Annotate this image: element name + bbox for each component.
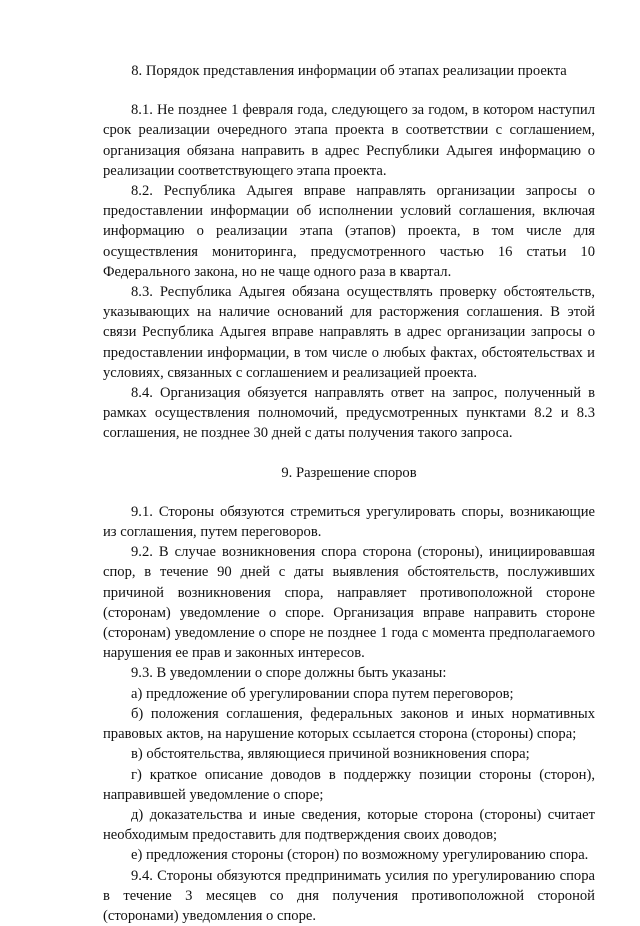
list-item-b: б) положения соглашения, федеральных законов и иных нормативных правовых актов, на нарушение которых ссылается сторона (стороны) спора;: [103, 705, 595, 743]
list-item-d: д) доказательства и иные сведения, которые сторона (стороны) считает необходимым предоставить для подтверждения своих доводов;: [103, 806, 595, 844]
list-item-v: в) обстоятельства, являющиеся причиной возникновения спора;: [131, 746, 530, 763]
list-item-a: а) предложение об урегулировании спора путем переговоров;: [131, 685, 514, 702]
paragraph-9-3: 9.3. В уведомлении о споре должны быть указаны:: [131, 665, 447, 682]
paragraph-8-2: 8.2. Республика Адыгея вправе направлять организации запросы о предоставлении информации об исполнении условий соглашения, включая информацию о реализации этапа (этапов) проекта, в том числе для осуществления мониторинга, предусмотренного частью 16 статьи 10 Федерального закона, но не чаще одного раза в квартал.: [103, 183, 595, 280]
list-item-e: е) предложения стороны (сторон) по возможному урегулированию спора.: [131, 847, 589, 864]
list-item-g: г) краткое описание доводов в поддержку позиции стороны (сторон), направившей уведомление о споре;: [103, 766, 595, 803]
section-9-heading: 9. Разрешение споров: [281, 464, 417, 481]
paragraph-9-4: 9.4. Стороны обязуются предпринимать усилия по урегулированию спора в течение 3 месяцев со дня получения противоположной стороной (сторонами) уведомления о споре.: [103, 867, 595, 924]
paragraph-8-4: 8.4. Организация обязуется направлять ответ на запрос, полученный в рамках осуществления полномочий, предусмотренных пунктами 8.2 и 8.3 соглашения, не позднее 30 дней с даты получения такого запроса.: [103, 385, 595, 442]
paragraph-8-1: 8.1. Не позднее 1 февраля года, следующего за годом, в котором наступил срок реализации очередного этапа проекта в соответствии с соглашением, организация обязана направить в адрес Республики Адыгея информацию о реализации соответствующего этапа проекта.: [103, 102, 595, 179]
document-body: [103, 61, 595, 926]
paragraph-8-3: 8.3. Республика Адыгея обязана осуществлять проверку обстоятельств, указывающих на наличие оснований для расторжения соглашения. В этой связи Республика Адыгея вправе направлять в адрес организации запросы о предоставлении информации, в том числе о любых фактах, обстоятельствах и условиях, связанных с соглашением и реализацией проекта.: [103, 284, 595, 381]
paragraph-9-1: 9.1. Стороны обязуются стремиться урегулировать споры, возникающие из соглашения, путем переговоров.: [103, 503, 595, 541]
paragraph-9-2: 9.2. В случае возникновения спора сторона (стороны), инициировавшая спор, в течение 90 дней с даты выявления обстоятельств, послуживших причиной возникновения спора, направляет противоположной стороне (сторонам) уведомление о споре. Организация вправе направить стороне (сторонам) уведомление о споре не позднее 1 года с момента предполагаемого нарушения ее прав и законных интересов.: [103, 544, 595, 662]
section-8-heading: 8. Порядок представления информации об этапах реализации проекта: [131, 63, 567, 79]
